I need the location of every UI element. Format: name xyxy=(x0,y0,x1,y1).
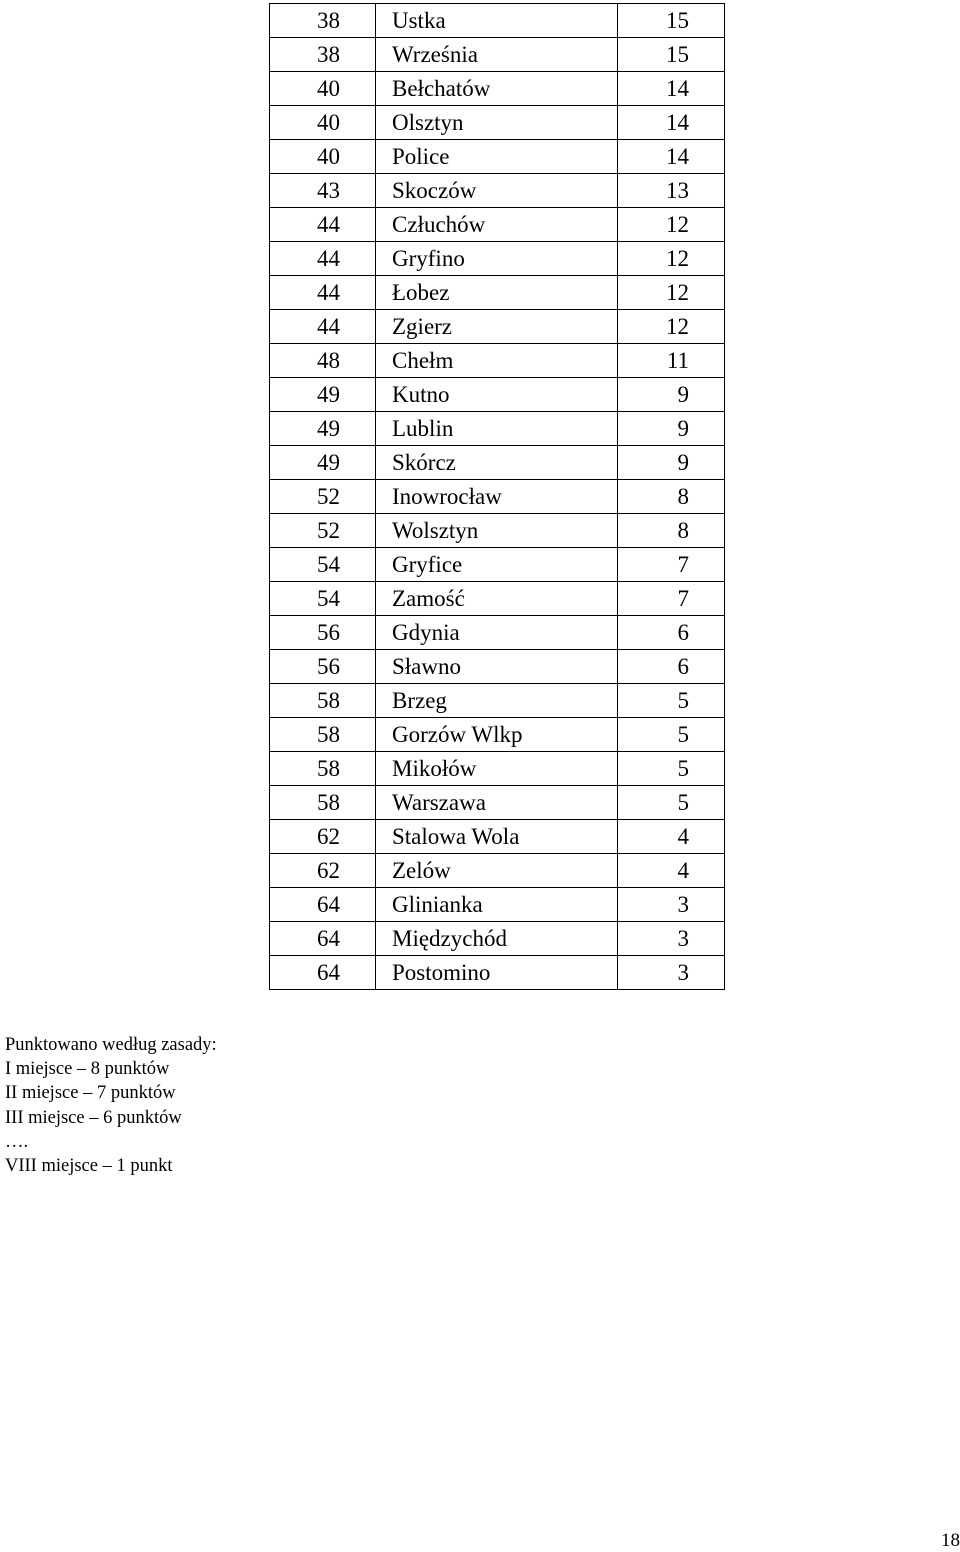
points-cell: 3 xyxy=(618,956,725,990)
table-row xyxy=(270,650,725,684)
points-cell: 6 xyxy=(618,616,725,650)
city-cell: Bełchatów xyxy=(376,72,618,106)
table-row xyxy=(270,72,725,106)
city-cell: Inowrocław xyxy=(376,480,618,514)
place-cell: 56 xyxy=(270,616,376,650)
place-cell: 49 xyxy=(270,446,376,480)
place-cell: 56 xyxy=(270,650,376,684)
table-row xyxy=(270,276,725,310)
points-cell: 12 xyxy=(618,208,725,242)
place-cell: 48 xyxy=(270,344,376,378)
place-cell: 44 xyxy=(270,208,376,242)
table-row xyxy=(270,174,725,208)
city-cell: Września xyxy=(376,38,618,72)
table-row xyxy=(270,242,725,276)
table-row xyxy=(270,446,725,480)
city-cell: Gryfice xyxy=(376,548,618,582)
table-row xyxy=(270,752,725,786)
points-cell: 15 xyxy=(618,38,725,72)
points-cell: 7 xyxy=(618,582,725,616)
table-row xyxy=(270,582,725,616)
table-row xyxy=(270,378,725,412)
city-cell: Zgierz xyxy=(376,310,618,344)
city-cell: Glinianka xyxy=(376,888,618,922)
city-cell: Chełm xyxy=(376,344,618,378)
city-cell: Ustka xyxy=(376,4,618,38)
points-cell: 5 xyxy=(618,752,725,786)
place-cell: 64 xyxy=(270,888,376,922)
place-cell: 52 xyxy=(270,514,376,548)
place-cell: 44 xyxy=(270,276,376,310)
table-row xyxy=(270,480,725,514)
table-row xyxy=(270,956,725,990)
points-cell: 14 xyxy=(618,72,725,106)
points-cell: 11 xyxy=(618,344,725,378)
city-cell: Łobez xyxy=(376,276,618,310)
place-cell: 49 xyxy=(270,412,376,446)
points-cell: 5 xyxy=(618,718,725,752)
table-row xyxy=(270,718,725,752)
points-cell: 8 xyxy=(618,480,725,514)
points-cell: 8 xyxy=(618,514,725,548)
city-cell: Gryfino xyxy=(376,242,618,276)
place-cell: 58 xyxy=(270,718,376,752)
table-row xyxy=(270,616,725,650)
city-cell: Wolsztyn xyxy=(376,514,618,548)
scoring-note-line: Punktowano według zasady: xyxy=(5,1035,217,1055)
place-cell: 44 xyxy=(270,310,376,344)
points-cell: 4 xyxy=(618,854,725,888)
city-cell: Brzeg xyxy=(376,684,618,718)
points-cell: 6 xyxy=(618,650,725,684)
points-cell: 12 xyxy=(618,242,725,276)
ranking-table xyxy=(269,3,725,990)
place-cell: 40 xyxy=(270,72,376,106)
points-cell: 7 xyxy=(618,548,725,582)
table-row xyxy=(270,922,725,956)
place-cell: 38 xyxy=(270,4,376,38)
page-number: 18 xyxy=(941,1530,960,1551)
city-cell: Skoczów xyxy=(376,174,618,208)
table-row xyxy=(270,106,725,140)
scoring-rules-note xyxy=(5,1033,217,1178)
table-row xyxy=(270,548,725,582)
table-row xyxy=(270,4,725,38)
scoring-note-line: …. xyxy=(5,1131,29,1152)
place-cell: 58 xyxy=(270,684,376,718)
city-cell: Gorzów Wlkp xyxy=(376,718,618,752)
place-cell: 44 xyxy=(270,242,376,276)
table-row xyxy=(270,140,725,174)
place-cell: 43 xyxy=(270,174,376,208)
points-cell: 5 xyxy=(618,786,725,820)
scoring-note-line: II miejsce – 7 punktów xyxy=(5,1083,176,1104)
city-cell: Mikołów xyxy=(376,752,618,786)
city-cell: Postomino xyxy=(376,956,618,990)
city-cell: Kutno xyxy=(376,378,618,412)
table-row xyxy=(270,38,725,72)
scoring-note-line: I miejsce – 8 punktów xyxy=(5,1059,170,1080)
table-row xyxy=(270,684,725,718)
place-cell: 64 xyxy=(270,922,376,956)
city-cell: Zamość xyxy=(376,582,618,616)
ranking-table-body xyxy=(270,4,725,990)
table-row xyxy=(270,820,725,854)
place-cell: 62 xyxy=(270,854,376,888)
city-cell: Gdynia xyxy=(376,616,618,650)
place-cell: 64 xyxy=(270,956,376,990)
city-cell: Warszawa xyxy=(376,786,618,820)
place-cell: 40 xyxy=(270,106,376,140)
points-cell: 9 xyxy=(618,412,725,446)
points-cell: 9 xyxy=(618,446,725,480)
place-cell: 62 xyxy=(270,820,376,854)
points-cell: 3 xyxy=(618,922,725,956)
scoring-note-line: VIII miejsce – 1 punkt xyxy=(5,1156,173,1177)
city-cell: Police xyxy=(376,140,618,174)
city-cell: Człuchów xyxy=(376,208,618,242)
place-cell: 58 xyxy=(270,752,376,786)
scoring-note-line: III miejsce – 6 punktów xyxy=(5,1107,182,1128)
table-row xyxy=(270,786,725,820)
place-cell: 58 xyxy=(270,786,376,820)
table-row xyxy=(270,854,725,888)
place-cell: 54 xyxy=(270,582,376,616)
city-cell: Zelów xyxy=(376,854,618,888)
table-row xyxy=(270,412,725,446)
points-cell: 4 xyxy=(618,820,725,854)
points-cell: 9 xyxy=(618,378,725,412)
city-cell: Sławno xyxy=(376,650,618,684)
city-cell: Stalowa Wola xyxy=(376,820,618,854)
points-cell: 13 xyxy=(618,174,725,208)
place-cell: 49 xyxy=(270,378,376,412)
city-cell: Olsztyn xyxy=(376,106,618,140)
points-cell: 12 xyxy=(618,276,725,310)
points-cell: 5 xyxy=(618,684,725,718)
table-row xyxy=(270,888,725,922)
city-cell: Międzychód xyxy=(376,922,618,956)
table-row xyxy=(270,208,725,242)
city-cell: Skórcz xyxy=(376,446,618,480)
points-cell: 3 xyxy=(618,888,725,922)
place-cell: 54 xyxy=(270,548,376,582)
table-row xyxy=(270,310,725,344)
place-cell: 52 xyxy=(270,480,376,514)
points-cell: 15 xyxy=(618,4,725,38)
place-cell: 38 xyxy=(270,38,376,72)
points-cell: 14 xyxy=(618,106,725,140)
table-row xyxy=(270,344,725,378)
table-row xyxy=(270,514,725,548)
points-cell: 12 xyxy=(618,310,725,344)
place-cell: 40 xyxy=(270,140,376,174)
points-cell: 14 xyxy=(618,140,725,174)
city-cell: Lublin xyxy=(376,412,618,446)
